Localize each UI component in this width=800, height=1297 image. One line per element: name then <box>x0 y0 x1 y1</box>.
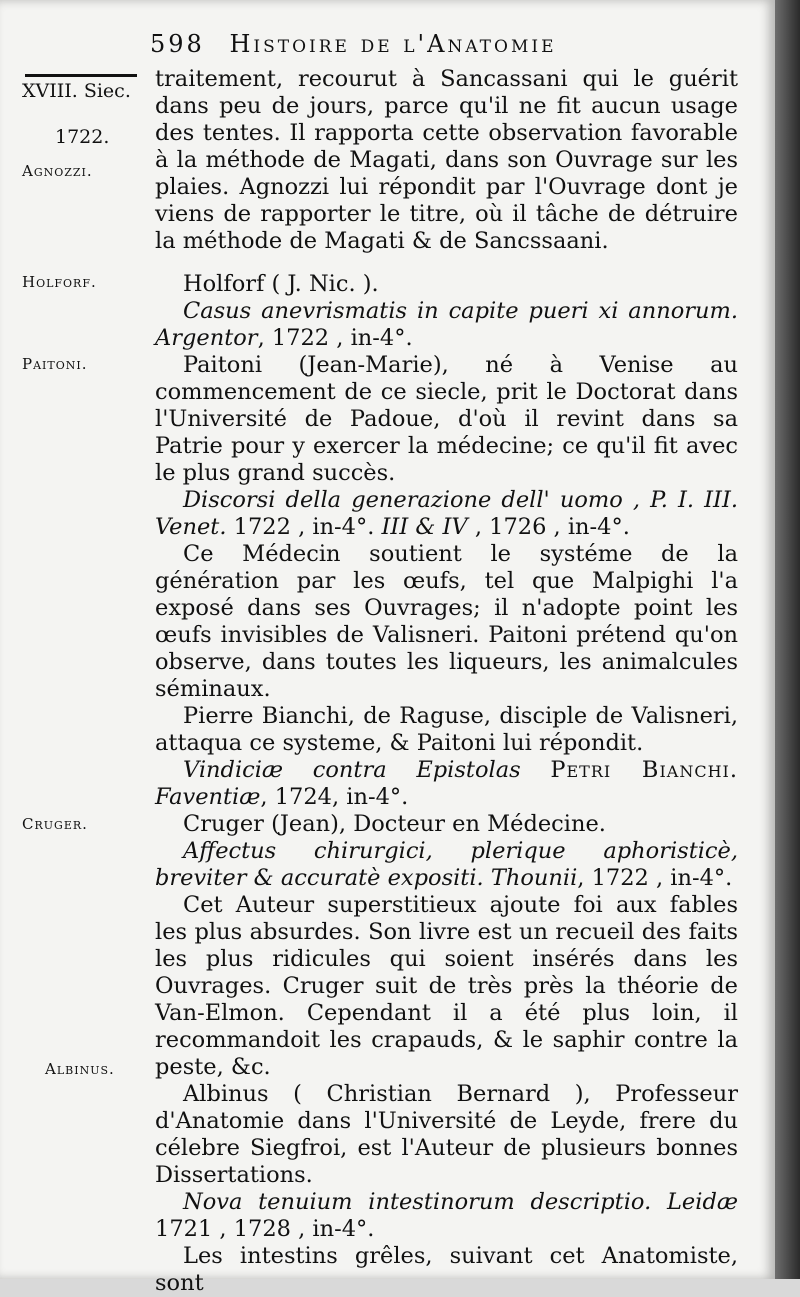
paragraph: traitement, recourut à Sancassani qui le guérit dans peu de jours, parce qu'il ne fit aucun usage des tentes. Il rapporta cette observation favorable à la méthode de Magati, dans son Ouvrage sur les plaies. Agnozzi lui répondit par l'Ouvrage dont je viens de rapporter le titre, où il tâche de détruire la méthode de Magati & de Sancssaani. <box>155 66 738 254</box>
citation-author: Petri Bianchi. <box>550 757 738 783</box>
paragraph: Cruger (Jean), Docteur en Médecine. <box>183 811 606 837</box>
citation-title: Casus anevrismatis in capite pueri xi annorum. Argentor <box>155 298 738 351</box>
citation-details: , 1722 , in-4°. <box>257 325 413 351</box>
citation <box>155 838 738 892</box>
running-header <box>150 30 557 58</box>
paragraph: Ce Médecin soutient le systéme de la génération par les œufs, tel que Malpighi l'a exposé dans ses Ouvrages; il n'adopte point les œufs invisibles de Valisneri. Paitoni prétend qu'on observe, dans toutes les liqueurs, les animalcules séminaux. <box>155 541 738 702</box>
page-number: 598 <box>150 30 205 58</box>
paragraph: Pierre Bianchi, de Raguse, disciple de Valisneri, attaqua ce systeme, & Paitoni lui répondit. <box>155 703 738 756</box>
margin-agnozzi: Agnozzi. <box>22 162 93 180</box>
paragraph: Paitoni (Jean-Marie), né à Venise au commencement de ce siecle, prit le Doctorat dans l'Université de Padoue, d'où il revint dans sa Patrie pour y exercer la médecine; ce qu'il fit avec le plus grand succès. <box>155 352 738 486</box>
margin-year: 1722. <box>55 126 110 148</box>
citation-details: , 1724, in-4°. <box>260 784 409 810</box>
running-title: Histoire de l'Anatomie <box>229 30 557 58</box>
citation-title: Affectus chirurgici, plerique aphoristicè, breviter & accuratè expositi. Thounii <box>155 838 738 891</box>
citation-details: , 1726 , in-4°. <box>474 514 630 540</box>
margin-century: XVIII. Siec. <box>22 80 131 102</box>
paragraph: Albinus ( Christian Bernard ), Professeur d'Anatomie dans l'Université de Leyde, frere du célebre Siegfroi, est l'Auteur de plusieurs bonnes Dissertations. <box>155 1081 738 1188</box>
main-text <box>155 66 738 1297</box>
citation <box>155 1189 738 1243</box>
margin-cruger: Cruger. <box>22 815 88 833</box>
citation-details: 1722 , in-4°. <box>233 514 375 540</box>
citation-details: 1721 , 1728 , in-4°. <box>155 1216 375 1242</box>
paragraph: Cet Auteur superstitieux ajoute foi aux fables les plus absurdes. Son livre est un recueil des faits les plus ridicules qui soient insérés dans les Ouvrages. Cruger suit de très près la théorie de Van-Elmon. Cependant il a été plus loin, il recommandoit les crapauds, & le saphir contre la peste, &c. <box>155 892 738 1080</box>
citation <box>155 298 738 352</box>
citation <box>155 757 738 811</box>
margin-paitoni: Paitoni. <box>22 355 88 373</box>
citation-volumes: III & IV <box>381 514 468 540</box>
margin-albinus: Albinus. <box>45 1060 115 1078</box>
margin-holforf: Holforf. <box>22 273 97 291</box>
paragraph: Les intestins grêles, suivant cet Anatomiste, sont <box>155 1243 738 1296</box>
margin-rule <box>25 74 137 77</box>
paragraph: Holforf ( J. Nic. ). <box>183 271 379 297</box>
citation <box>155 487 738 541</box>
citation-details: , 1722 , in-4°. <box>577 865 733 891</box>
citation-place: Faventiæ <box>155 784 261 810</box>
page-edge <box>775 0 800 1279</box>
citation-title: Vindiciæ contra Epistolas <box>183 757 521 783</box>
citation-title: Discorsi della generazione dell' uomo , P. I. III. Venet. <box>155 487 738 540</box>
citation-title: Nova tenuium intestinorum descriptio. Leidæ <box>183 1189 738 1215</box>
